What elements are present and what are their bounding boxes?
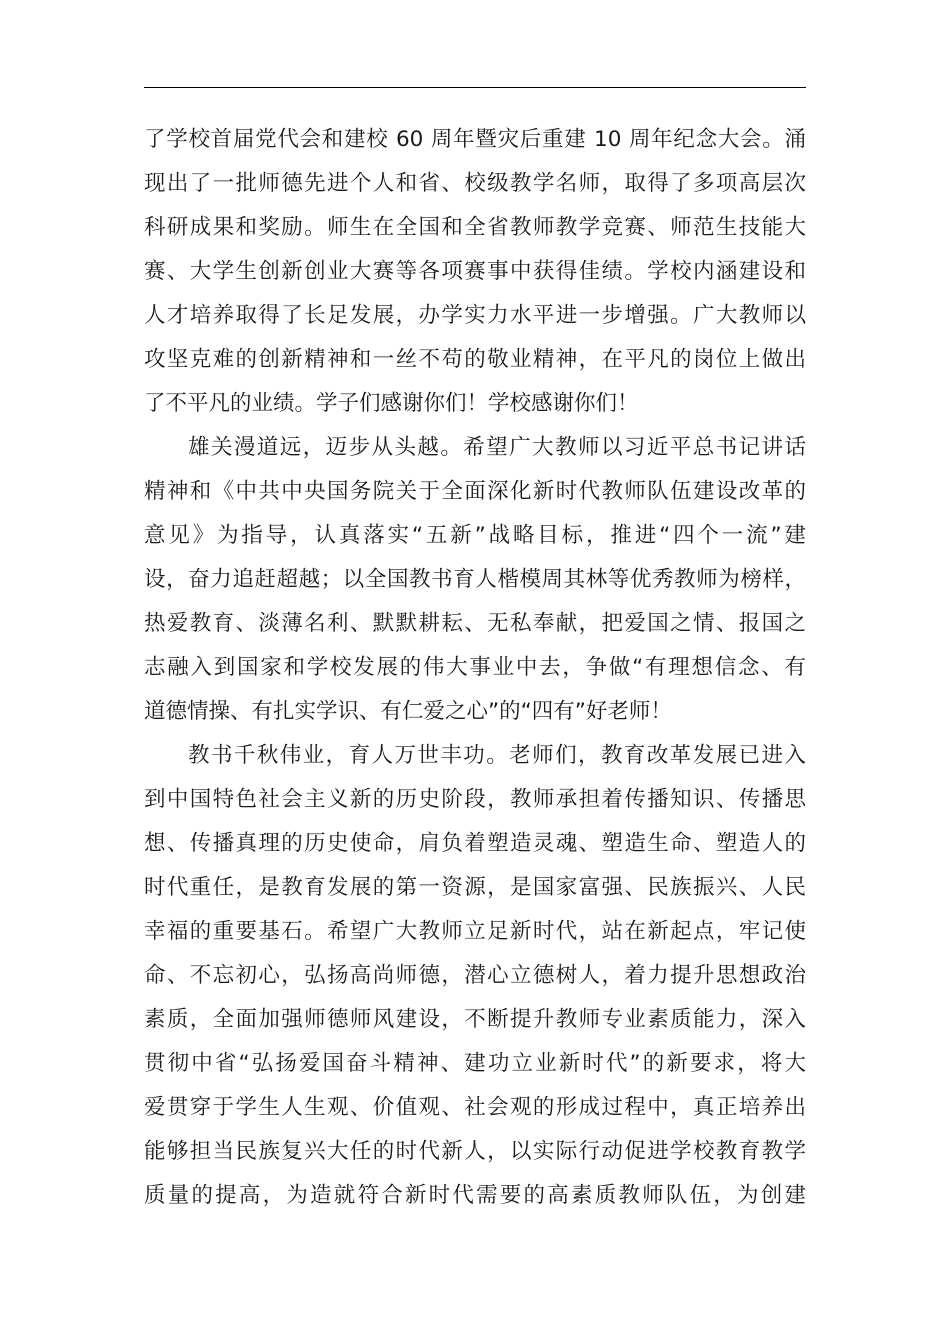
text-line: 人才培养取得了长足发展，办学实力水平进一步增强。广大教师以: [144, 303, 806, 328]
header-rule: [144, 87, 806, 88]
text-line: 质量的提高，为造就符合新时代需要的高素质教师队伍，为创建: [144, 1183, 806, 1208]
text-line: 教书千秋伟业，育人万世丰功。老师们，教育改革发展已进入: [188, 743, 806, 768]
text-line: 了学校首届党代会和建校 60 周年暨灾后重建 10 周年纪念大会。涌: [144, 127, 806, 152]
text-line: 精神和《中共中央国务院关于全面深化新时代教师队伍建设改革的: [144, 479, 806, 504]
text-line: 科研成果和奖励。师生在全国和全省教师教学竞赛、师范生技能大: [144, 215, 806, 240]
body-text: [144, 118, 806, 1218]
text-line: 素质，全面加强师德师风建设，不断提升教师专业素质能力，深入: [144, 1007, 806, 1032]
text-line: 命、不忘初心，弘扬高尚师德，潜心立德树人，着力提升思想政治: [144, 963, 806, 988]
text-line: 想、传播真理的历史使命，肩负着塑造灵魂、塑造生命、塑造人的: [144, 831, 806, 856]
text-line: 道德情操、有扎实学识、有仁爱之心”的“四有”好老师！: [144, 699, 672, 724]
text-line: 攻坚克难的创新精神和一丝不苟的敬业精神，在平凡的岗位上做出: [144, 347, 806, 372]
text-line: 设，奋力追赶超越；以全国教书育人楷模周其林等优秀教师为榜样，: [144, 567, 806, 592]
text-line: 到中国特色社会主义新的历史阶段，教师承担着传播知识、传播思: [144, 787, 806, 812]
text-line: 幸福的重要基石。希望广大教师立足新时代，站在新起点，牢记使: [144, 919, 806, 944]
text-line: 雄关漫道远，迈步从头越。希望广大教师以习近平总书记讲话: [188, 435, 806, 460]
text-line: 贯彻中省“弘扬爱国奋斗精神、建功立业新时代”的新要求，将大: [144, 1051, 806, 1076]
text-line: 热爱教育、淡薄名利、默默耕耘、无私奉献，把爱国之情、报国之: [144, 611, 806, 636]
text-line: 能够担当民族复兴大任的时代新人，以实际行动促进学校教育教学: [144, 1139, 806, 1164]
text-line: 时代重任，是教育发展的第一资源，是国家富强、民族振兴、人民: [144, 875, 806, 900]
text-line: 意见》为指导，认真落实“五新”战略目标，推进“四个一流”建: [144, 523, 806, 548]
text-line: 现出了一批师德先进个人和省、校级教学名师，取得了多项高层次: [144, 171, 806, 196]
text-line: 志融入到国家和学校发展的伟大事业中去，争做“有理想信念、有: [144, 655, 806, 680]
text-line: 赛、大学生创新创业大赛等各项赛事中获得佳绩。学校内涵建设和: [144, 259, 806, 284]
text-line: 爱贯穿于学生人生观、价值观、社会观的形成过程中，真正培养出: [144, 1095, 806, 1120]
text-line: 了不平凡的业绩。学子们感谢你们！学校感谢你们！: [144, 391, 639, 416]
